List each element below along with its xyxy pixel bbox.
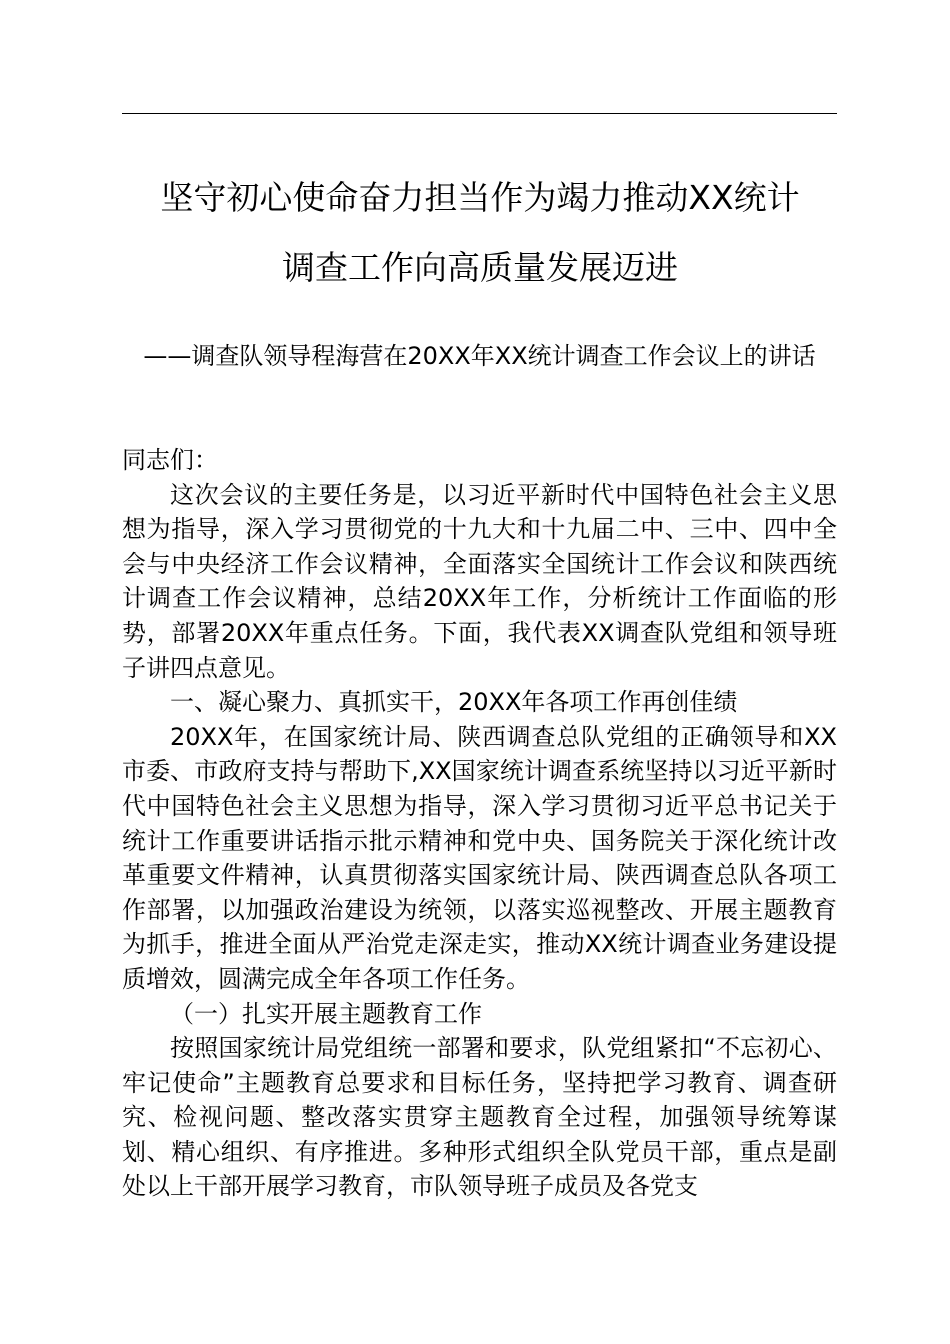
document-title-line-1: 坚守初心使命奋力担当作为竭力推动XX统计 bbox=[160, 178, 800, 217]
paragraph-summary: 20XX年，在国家统计局、陕西调查总队党组的正确领导和XX市委、市政府支持与帮助下,XX国家统计调查系统坚持以习近平新时代中国特色社会主义思想为指导，深入学习贯彻习近平总书记关于统计工作重要讲话指示批示精神和党中央、国务院关于深化统计改革重要文件精神，认真贯彻落实国家统计局、陕西调查总队各项工作部署，以加强政治建设为统领，以落实巡视整改、开展主题教育为抓手，推进全面从严治党走深走实，推动XX统计调查业务建设提质增效，圆满完成全年各项工作任务。 bbox=[122, 722, 837, 993]
document-title-line-2: 调查工作向高质量发展迈进 bbox=[282, 248, 678, 287]
section-heading-1: 一、凝心聚力、真抓实干，20XX年各项工作再创佳绩 bbox=[170, 688, 738, 717]
document-subtitle: ——调查队领导程海营在20XX年XX统计调查工作会议上的讲话 bbox=[143, 342, 816, 370]
document-body bbox=[122, 443, 837, 1204]
subsection-heading-1: （一）扎实开展主题教育工作 bbox=[170, 999, 482, 1028]
paragraph-intro: 这次会议的主要任务是，以习近平新时代中国特色社会主义思想为指导，深入学习贯彻党的十九大和十九届二中、三中、四中全会与中央经济工作会议精神，全面落实全国统计工作会议和陕西统计调查工作会议精神，总结20XX年工作，分析统计工作面临的形势，部署20XX年重点任务。下面，我代表XX调查队党组和领导班子讲四点意见。 bbox=[122, 480, 837, 682]
salutation: 同志们： bbox=[122, 446, 218, 474]
header-rule bbox=[122, 113, 837, 114]
paragraph-theme-education: 按照国家统计局党组统一部署和要求，队党组紧扣“不忘初心、牢记使命”主题教育总要求和目标任务，坚持把学习教育、调查研究、检视问题、整改落实贯穿主题教育全过程，加强领导统筹谋划、精心组织、有序推进。多种形式组织全队党员干部，重点是副处以上干部开展学习教育，市队领导班子成员及各党支 bbox=[122, 1034, 837, 1201]
